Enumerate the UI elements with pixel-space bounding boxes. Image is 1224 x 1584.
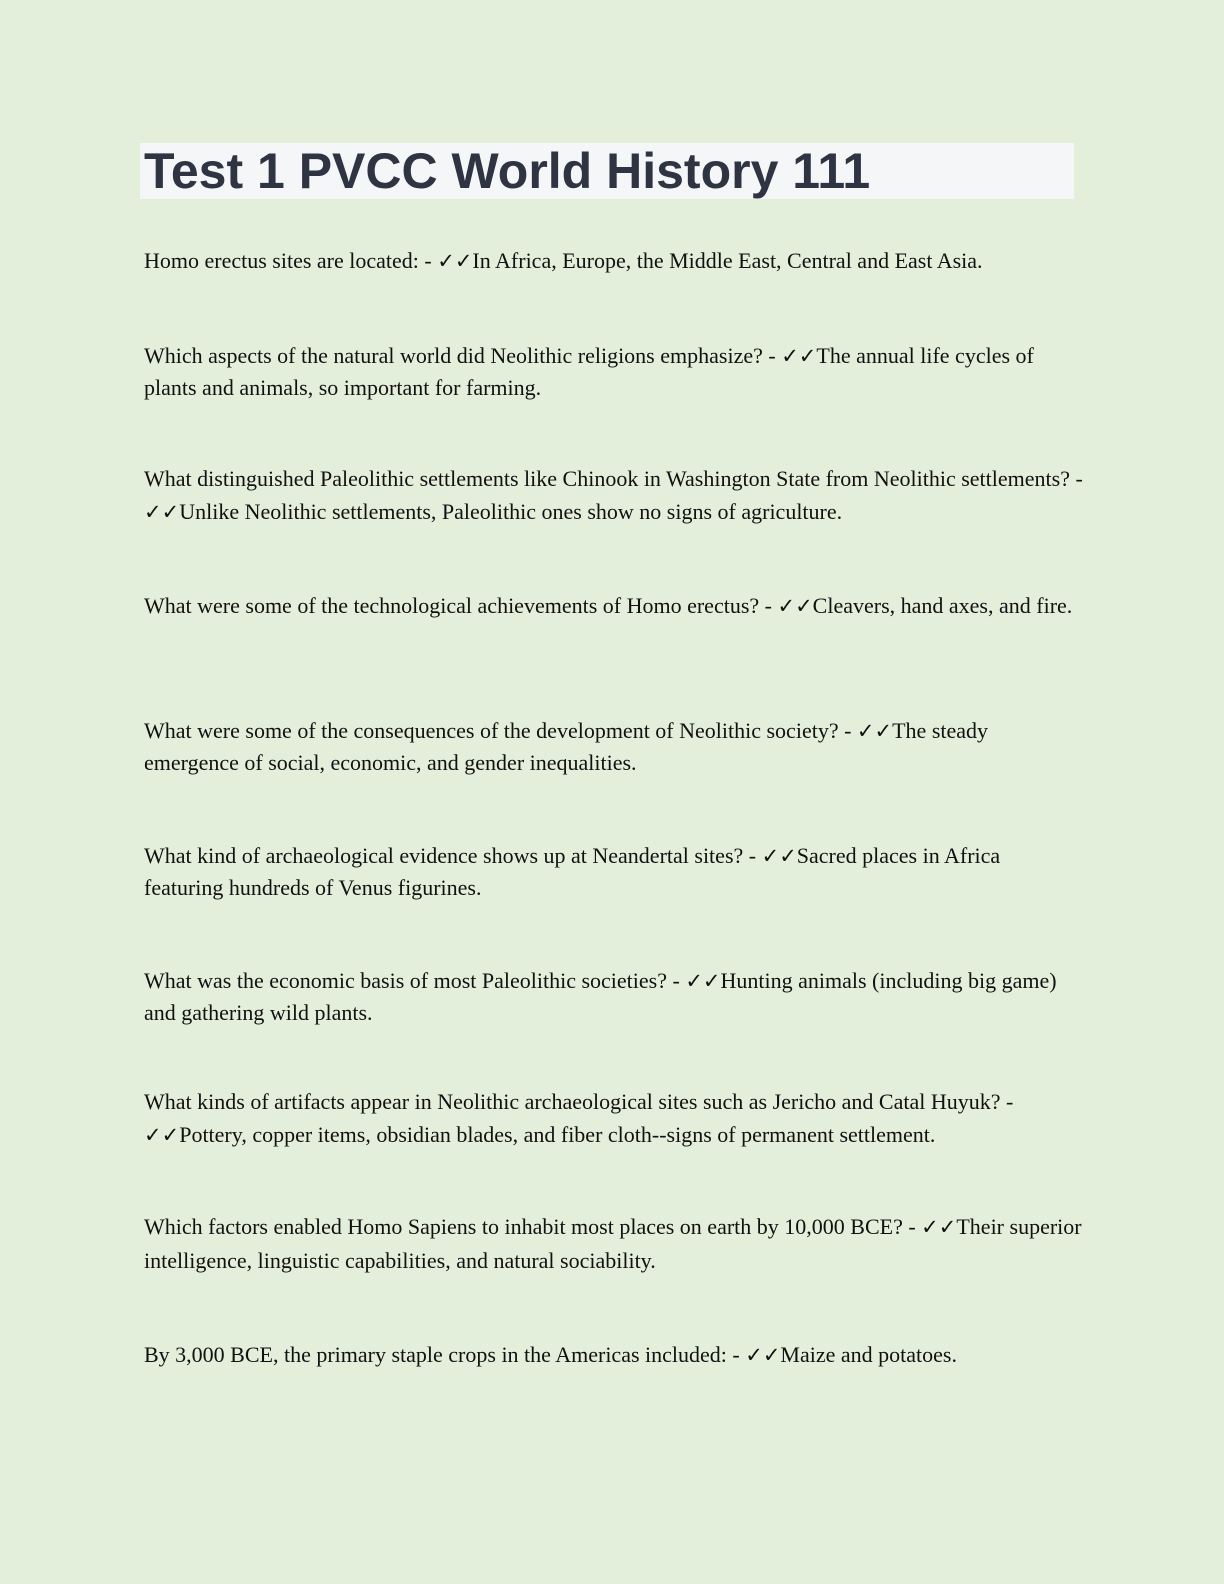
question-text: Which factors enabled Homo Sapiens to inhabit most places on earth by 10,000 BCE? -	[144, 1214, 922, 1239]
double-check-icon: ✓✓	[437, 249, 473, 273]
answer-text: Cleavers, hand axes, and fire.	[812, 593, 1073, 618]
qa-item	[144, 715, 1084, 778]
double-check-icon: ✓✓	[745, 1343, 781, 1367]
answer-text: Maize and potatoes.	[780, 1342, 957, 1367]
answer-text: The annual life cycles of plants and animals, so important for farming.	[144, 343, 1034, 400]
qa-item	[144, 462, 1084, 529]
question-text: What were some of the consequences of the development of Neolithic society? -	[144, 718, 857, 743]
question-text: What was the economic basis of most Paleolithic societies? -	[144, 968, 686, 993]
qa-item	[144, 590, 1084, 622]
qa-item	[144, 1085, 1084, 1152]
double-check-icon: ✓✓	[144, 1123, 180, 1147]
double-check-icon: ✓✓	[144, 500, 180, 524]
qa-item	[144, 1210, 1084, 1277]
double-check-icon: ✓✓	[856, 719, 893, 743]
question-text: What were some of the technological achievements of Homo erectus? -	[144, 593, 778, 618]
question-text: What kinds of artifacts appear in Neolithic archaeological sites such as Jericho and Catal Huyuk? -	[144, 1089, 1014, 1114]
title-banner	[140, 143, 1074, 199]
qa-item	[144, 840, 1084, 903]
answer-text: In Africa, Europe, the Middle East, Central and East Asia.	[472, 248, 983, 273]
double-check-icon: ✓✓	[685, 969, 721, 993]
qa-item	[144, 340, 1084, 403]
double-check-icon: ✓✓	[761, 844, 797, 868]
question-text: Homo erectus sites are located: -	[144, 248, 438, 273]
answer-text: Sacred places in Africa featuring hundreds of Venus figurines.	[144, 843, 1001, 900]
qa-item	[144, 1339, 1084, 1371]
question-text: What distinguished Paleolithic settlements like Chinook in Washington State from Neolithic settlements? -	[144, 466, 1083, 491]
answer-text: Their superior intelligence, linguistic capabilities, and natural sociability.	[144, 1214, 1082, 1273]
question-text: Which aspects of the natural world did Neolithic religions emphasize? -	[144, 343, 782, 368]
answer-text: Hunting animals (including big game) and gathering wild plants.	[144, 968, 1057, 1025]
answer-text: The steady emergence of social, economic, and gender inequalities.	[144, 718, 989, 775]
answer-text: Pottery, copper items, obsidian blades, and fiber cloth--signs of permanent settlement.	[179, 1122, 936, 1147]
qa-item	[144, 245, 1084, 277]
answer-text: Unlike Neolithic settlements, Paleolithic ones show no signs of agriculture.	[179, 499, 843, 524]
double-check-icon: ✓✓	[921, 1215, 957, 1239]
question-text: What kind of archaeological evidence shows up at Neandertal sites? -	[144, 843, 762, 868]
double-check-icon: ✓✓	[777, 594, 813, 618]
qa-item	[144, 965, 1084, 1028]
question-text: By 3,000 BCE, the primary staple crops in the Americas included: -	[144, 1342, 746, 1367]
double-check-icon: ✓✓	[781, 344, 817, 368]
document-title: Test 1 PVCC World History 111	[144, 143, 871, 199]
